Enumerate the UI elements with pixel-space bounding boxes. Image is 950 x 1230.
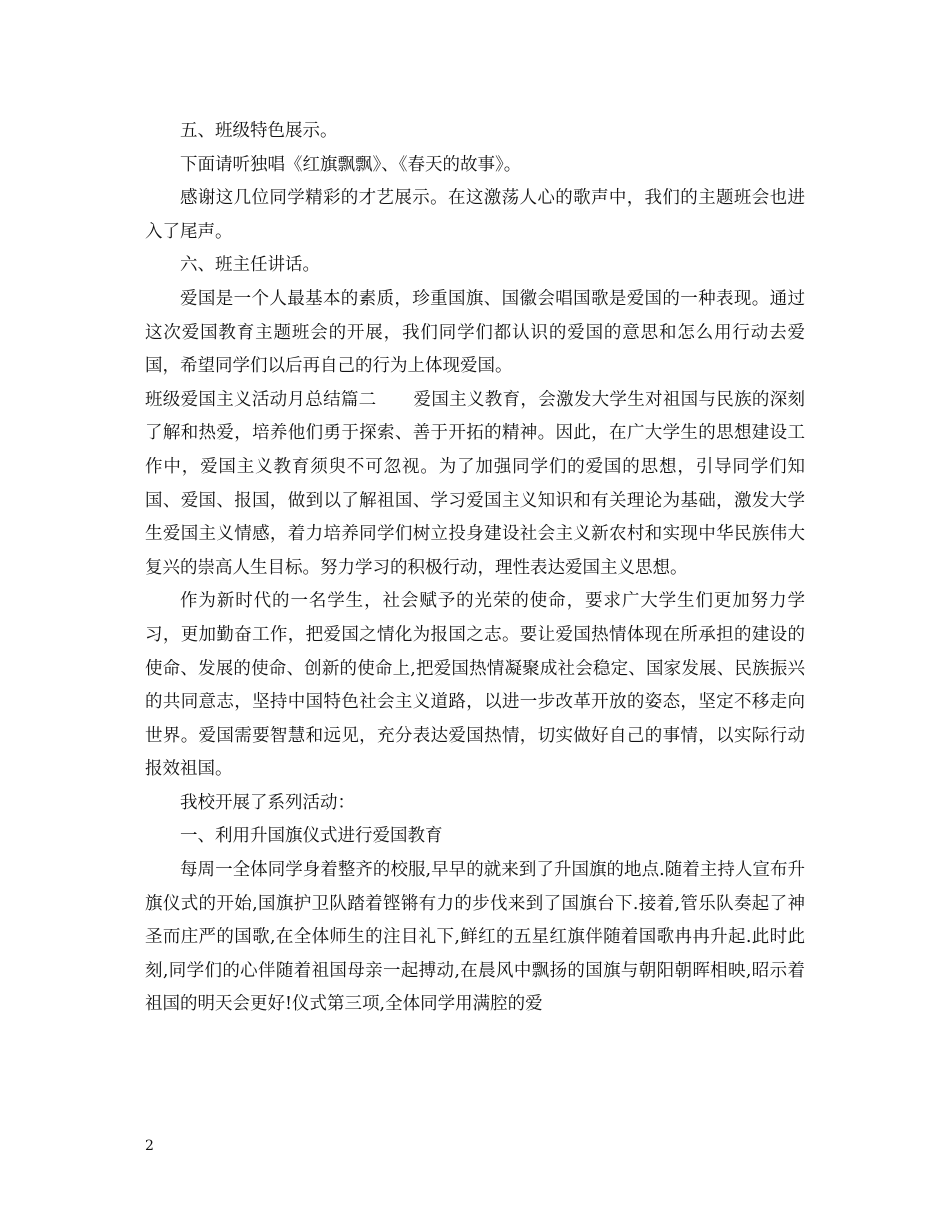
paragraph: 一、利用升国旗仪式进行爱国教育: [180, 826, 443, 847]
section-paragraph: [145, 384, 805, 586]
paragraph: 爱国是一个人最基本的素质，珍重国旗、国徽会唱国歌是爱国的一种表现。通过这次爱国教育主题班会的开展，我们同学们都认识的爱国的意思和怎么用行动去爱国，希望同学们以后再自己的行为上体现爱国。: [145, 288, 805, 377]
paragraph: 五、班级特色展示。: [180, 121, 338, 141]
document-body: [145, 115, 805, 1022]
paragraph: 作为新时代的一名学生，社会赋予的光荣的使命，要求广大学生们更加努力学习，更加勤奋工作，把爱国之情化为报国之志。要让爱国热情体现在所承担的建设的使命、发展的使命、创新的使命上,把爱国热情凝聚成社会稳定、国家发展、民族振兴的共同意志，坚持中国特色社会主义道路，以进一步改革开放的姿态，坚定不移走向世界。爱国需要智慧和远见，充分表达爱国热情，切实做好自己的事情，以实际行动报效祖国。: [145, 591, 805, 780]
page-number: 2: [145, 1138, 154, 1154]
section-heading: 班级爱国主义活动月总结篇二: [145, 389, 377, 410]
paragraph: 下面请听独唱《红旗飘飘》、《春天的故事》。: [180, 154, 522, 175]
paragraph: 感谢这几位同学精彩的才艺展示。在这激荡人心的歌声中，我们的主题班会也进入了尾声。: [145, 188, 805, 242]
section-first-paragraph: 爱国主义教育，会激发大学生对祖国与民族的深刻了解和热爱，培养他们勇于探索、善于开拓的精神。因此，在广大学生的思想建设工作中，爱国主义教育须臾不可忽视。为了加强同学们的爱国的思想，引导同学们知国、爱国、报国，做到以了解祖国、学习爱国主义知识和有关理论为基础，激发大学生爱国主义情感，着力培养同学们树立投身建设社会主义新农村和实现中华民族伟大复兴的崇高人生目标。努力学习的积极行动，理性表达爱国主义思想。: [145, 389, 806, 578]
paragraph: 我校开展了系列活动：: [180, 792, 355, 813]
paragraph: 六、班主任讲话。: [180, 255, 320, 276]
paragraph: 每周一全体同学身着整齐的校服,早早的就来到了升国旗的地点.随着主持人宣布升旗仪式的开始,国旗护卫队踏着铿锵有力的步伐来到了国旗台下.接着,管乐队奏起了神圣而庄严的国歌,在全体师生的注目礼下,鲜红的五星红旗伴随着国歌冉冉升起.此时此刻,同学们的心伴随着祖国母亲一起搏动,在晨风中飘扬的国旗与朝阳朝晖相映,昭示着祖国的明天会更好!仪式第三项,全体同学用满腔的爱: [145, 860, 805, 1015]
